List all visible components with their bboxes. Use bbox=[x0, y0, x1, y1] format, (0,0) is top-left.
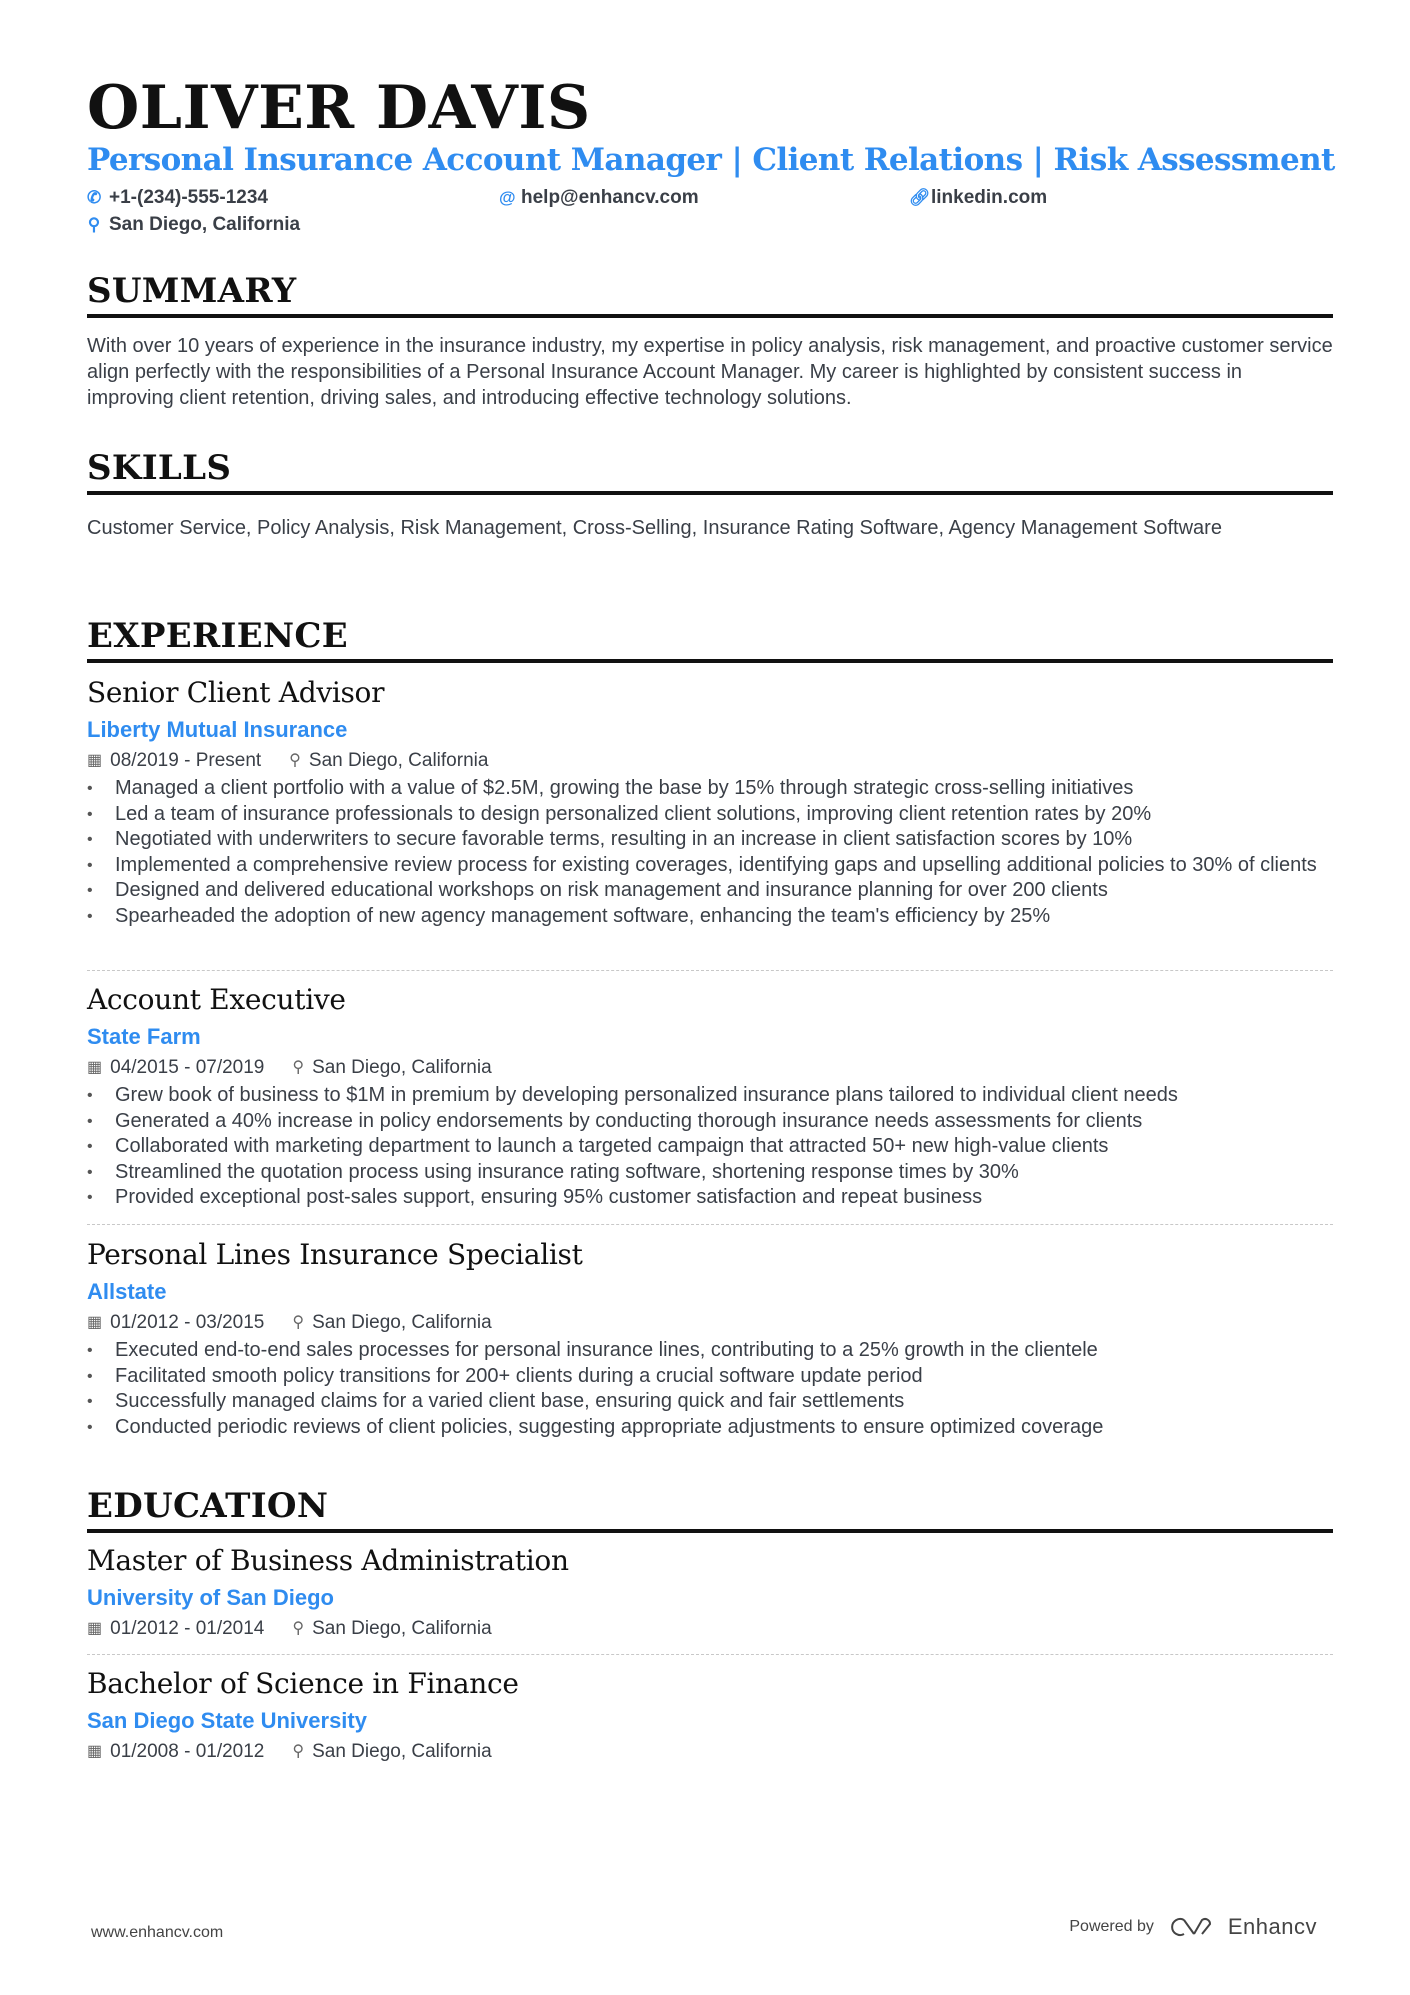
link-icon: 🔗︎ bbox=[909, 188, 931, 207]
calendar-icon: ▦ bbox=[87, 1742, 103, 1760]
contact-link[interactable] bbox=[909, 187, 1047, 209]
contact-location bbox=[87, 214, 300, 236]
candidate-title: Personal Insurance Account Manager | Client Relations | Risk Assessment bbox=[87, 142, 1335, 178]
entry-meta bbox=[87, 1058, 1333, 1077]
entry-title: Personal Lines Insurance Specialist bbox=[87, 1238, 583, 1271]
footer-branding bbox=[1069, 1914, 1317, 1940]
candidate-name: OLIVER DAVIS bbox=[87, 73, 591, 143]
bullet-list bbox=[87, 1083, 1333, 1211]
entry-title: Account Executive bbox=[87, 983, 346, 1016]
entry-location: San Diego, California bbox=[312, 1057, 492, 1078]
education-section bbox=[87, 1486, 1333, 1533]
bullet-item: • Collaborated with marketing department to launch a targeted campaign that attracted 50+ new high-value clients bbox=[87, 1134, 1333, 1160]
summary-text: With over 10 years of experience in the insurance industry, my expertise in policy analysis, risk management, and proactive customer service align perfectly with the responsibilities of a Personal Insurance Account Manager. My career is highlighted by consistent success in improving client retention, driving sales, and introducing effective technology solutions. bbox=[87, 335, 1333, 409]
entry-dates: 01/2008 - 01/2012 bbox=[110, 1741, 265, 1762]
brand-name: Enhancv bbox=[1227, 1914, 1317, 1939]
footer-website[interactable]: www.enhancv.com bbox=[91, 1924, 224, 1941]
section-heading: EDUCATION bbox=[87, 1489, 1333, 1533]
entry bbox=[87, 1238, 1333, 1440]
entry-location: San Diego, California bbox=[312, 1741, 492, 1762]
entry-location: San Diego, California bbox=[308, 750, 489, 771]
section-heading: SUMMARY bbox=[87, 274, 1333, 318]
location-pin-icon: ⚲ bbox=[289, 751, 301, 769]
divider bbox=[87, 1654, 1333, 1655]
bullet-item: • Successfully managed claims for a varied client base, ensuring quick and fair settlements bbox=[87, 1389, 1333, 1415]
bullet-item: • Negotiated with underwriters to secure favorable terms, resulting in an increase in client satisfaction scores by 10% bbox=[87, 827, 1333, 853]
entry-title: Bachelor of Science in Finance bbox=[87, 1667, 519, 1700]
section-heading: SKILLS bbox=[87, 451, 1333, 495]
skills-text: Customer Service, Policy Analysis, Risk Management, Cross-Selling, Insurance Rating Software, Agency Management Software bbox=[87, 517, 1222, 539]
location-pin-icon: ⚲ bbox=[292, 1058, 305, 1076]
experience-section bbox=[87, 616, 1333, 663]
bullet-item: • Conducted periodic reviews of client policies, suggesting appropriate adjustments to ensure optimized coverage bbox=[87, 1415, 1333, 1441]
divider bbox=[87, 970, 1333, 971]
entry-dates: 08/2019 - Present bbox=[110, 750, 262, 771]
bullet-item: • Provided exceptional post-sales support, ensuring 95% customer satisfaction and repeat business bbox=[87, 1185, 1333, 1211]
bullet-list bbox=[87, 776, 1333, 930]
location-pin-icon: ⚲ bbox=[292, 1742, 305, 1760]
bullet-item: • Streamlined the quotation process using insurance rating software, shortening response times by 30% bbox=[87, 1160, 1333, 1186]
entry-organization: Allstate bbox=[87, 1279, 167, 1304]
at-icon: @ bbox=[499, 188, 516, 207]
entry-meta bbox=[87, 751, 1333, 770]
entry-organization: Liberty Mutual Insurance bbox=[87, 717, 348, 742]
enhancv-logo-icon bbox=[1168, 1915, 1214, 1939]
bullet-item: • Grew book of business to $1M in premium by developing personalized insurance plans tailored to individual client needs bbox=[87, 1083, 1333, 1109]
bullet-list bbox=[87, 1338, 1333, 1440]
entry-title: Senior Client Advisor bbox=[87, 676, 385, 709]
entry-meta bbox=[87, 1619, 1333, 1638]
calendar-icon: ▦ bbox=[87, 1313, 103, 1331]
summary-section bbox=[87, 271, 1333, 411]
entry-location: San Diego, California bbox=[312, 1618, 492, 1639]
bullet-item: • Implemented a comprehensive review process for existing coverages, identifying gaps and upselling additional policies to 30% of clients bbox=[87, 853, 1333, 879]
entry-dates: 01/2012 - 01/2014 bbox=[110, 1618, 265, 1639]
calendar-icon: ▦ bbox=[87, 751, 103, 769]
contact-email[interactable] bbox=[499, 187, 699, 209]
bullet-item: • Led a team of insurance professionals to design personalized client solutions, improving client retention rates by 20% bbox=[87, 802, 1333, 828]
email-text: help@enhancv.com bbox=[521, 187, 699, 208]
entry-organization: San Diego State University bbox=[87, 1708, 367, 1733]
divider bbox=[87, 1224, 1333, 1225]
entry bbox=[87, 676, 1333, 930]
skills-section bbox=[87, 448, 1333, 541]
phone-icon: ✆ bbox=[87, 188, 102, 207]
calendar-icon: ▦ bbox=[87, 1058, 103, 1076]
bullet-item: • Facilitated smooth policy transitions for 200+ clients during a crucial software update period bbox=[87, 1364, 1333, 1390]
entry-organization: State Farm bbox=[87, 1024, 201, 1049]
location-text: San Diego, California bbox=[109, 214, 301, 235]
phone-text: +1-(234)-555-1234 bbox=[109, 187, 268, 208]
bullet-item: • Generated a 40% increase in policy endorsements by conducting thorough insurance needs assessments for clients bbox=[87, 1109, 1333, 1135]
entry-dates: 04/2015 - 07/2019 bbox=[110, 1057, 265, 1078]
calendar-icon: ▦ bbox=[87, 1619, 103, 1637]
bullet-item: • Managed a client portfolio with a value of $2.5M, growing the base by 15% through strategic cross-selling initiatives bbox=[87, 776, 1333, 802]
contact-phone[interactable] bbox=[87, 187, 268, 209]
entry-meta bbox=[87, 1313, 1333, 1332]
entry-location: San Diego, California bbox=[312, 1312, 492, 1333]
entry bbox=[87, 983, 1333, 1211]
location-pin-icon: ⚲ bbox=[292, 1313, 305, 1331]
bullet-item: • Executed end-to-end sales processes for personal insurance lines, contributing to a 25% growth in the clientele bbox=[87, 1338, 1333, 1364]
entry-dates: 01/2012 - 03/2015 bbox=[110, 1312, 265, 1333]
location-pin-icon: ⚲ bbox=[87, 215, 101, 234]
entry bbox=[87, 1544, 1333, 1639]
entry-organization: University of San Diego bbox=[87, 1585, 334, 1610]
entry-meta bbox=[87, 1742, 1333, 1761]
bullet-item: • Designed and delivered educational workshops on risk management and insurance planning for over 200 clients bbox=[87, 878, 1333, 904]
entry-title: Master of Business Administration bbox=[87, 1544, 569, 1577]
entry bbox=[87, 1667, 1333, 1762]
powered-by-text: Powered by bbox=[1069, 1918, 1154, 1935]
link-text: linkedin.com bbox=[931, 187, 1048, 208]
section-heading: EXPERIENCE bbox=[87, 619, 1333, 663]
bullet-item: • Spearheaded the adoption of new agency management software, enhancing the team's efficiency by 25% bbox=[87, 904, 1333, 930]
location-pin-icon: ⚲ bbox=[292, 1619, 305, 1637]
